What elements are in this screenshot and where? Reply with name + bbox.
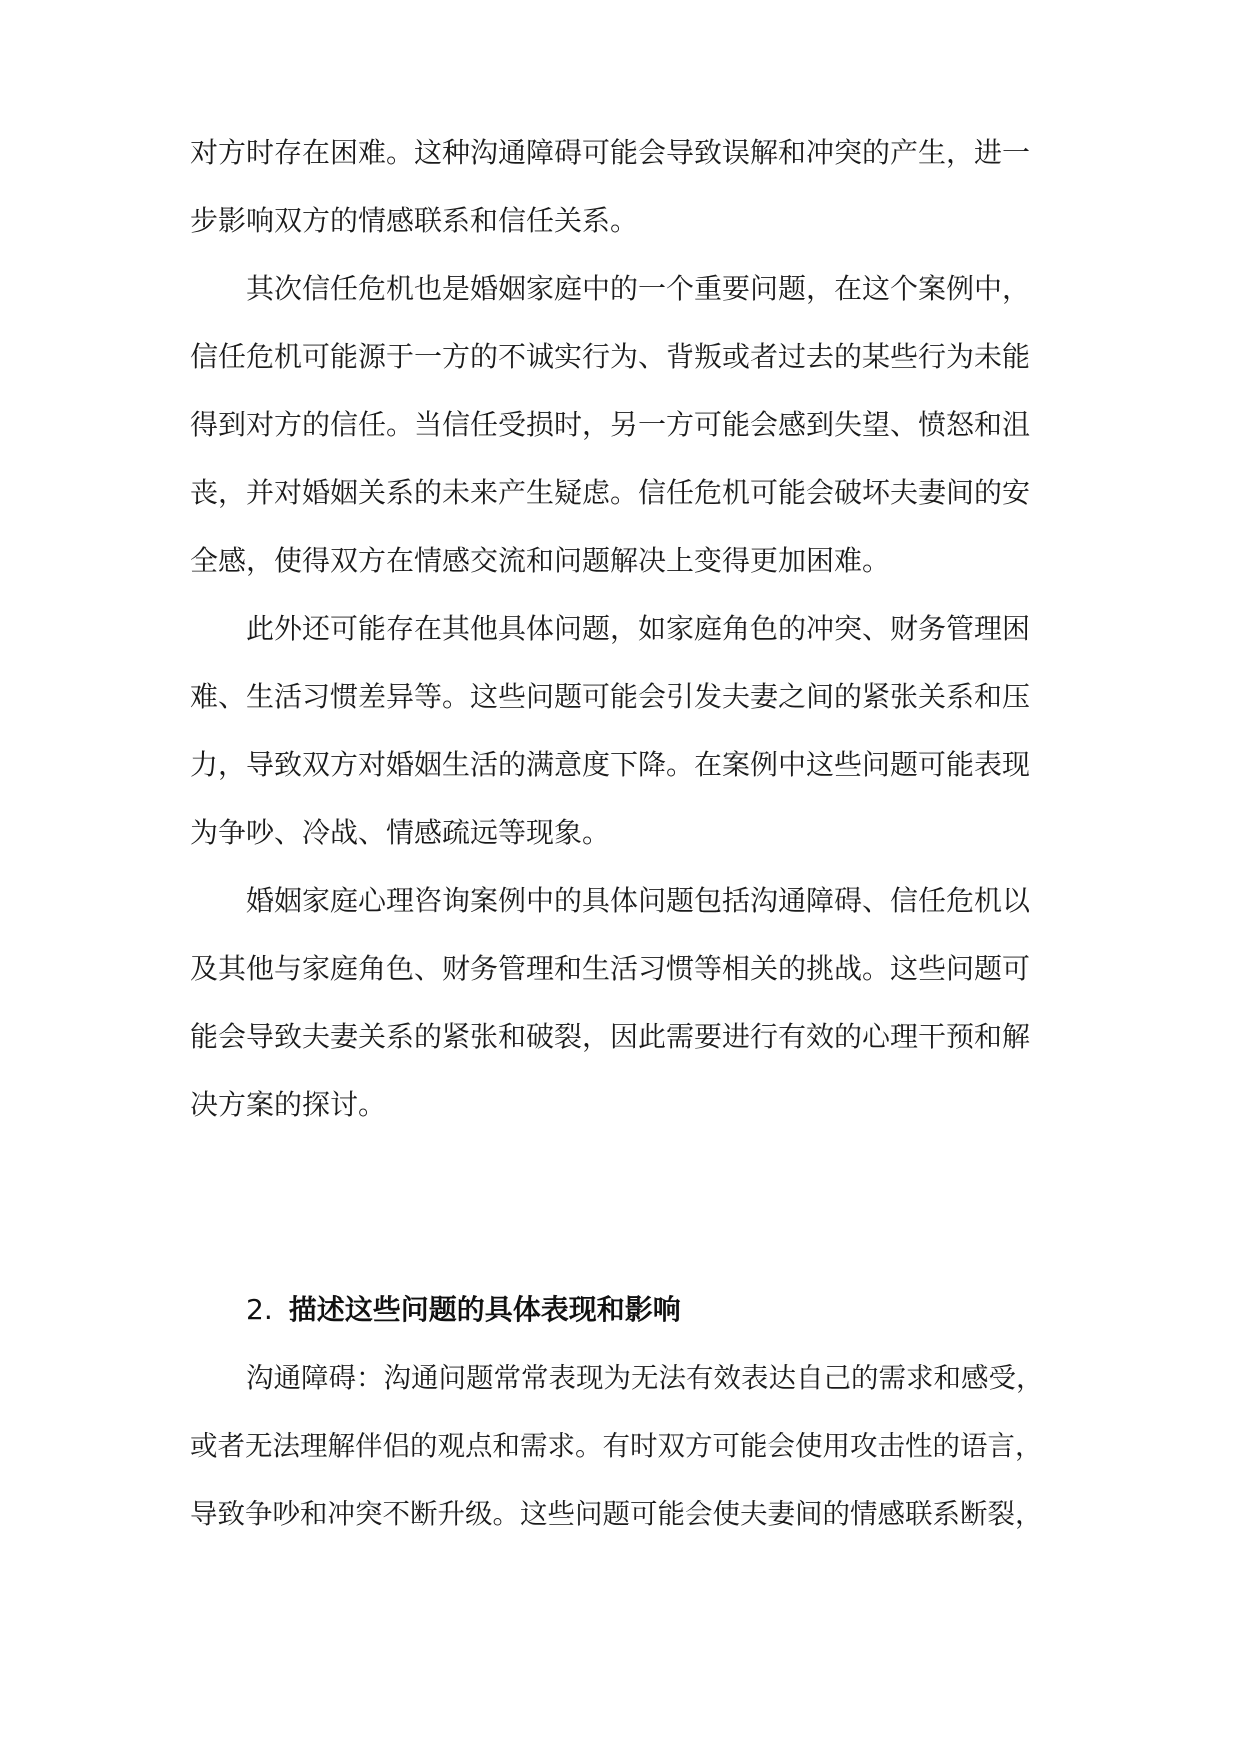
section-heading-title: 描述这些问题的具体表现和影响 xyxy=(288,1293,681,1326)
paragraph-4-line-4: 决方案的探讨。 xyxy=(190,1088,387,1121)
section-paragraph-line-1: 沟通障碍：沟通问题常常表现为无法有效表达自己的需求和感受， xyxy=(246,1362,1044,1394)
paragraph-4-line-1: 婚姻家庭心理咨询案例中的具体问题包括沟通障碍、信任危机以 xyxy=(246,884,1031,917)
section-heading xyxy=(246,1285,681,1335)
paragraph-4-line-3: 能会导致夫妻关系的紧张和破裂，因此需要进行有效的心理干预和解 xyxy=(190,1020,1031,1053)
paragraph-2-line-3: 得到对方的信任。当信任受损时，另一方可能会感到失望、愤怒和沮 xyxy=(190,408,1031,441)
paragraph-3-line-2: 难、生活习惯差异等。这些问题可能会引发夫妻之间的紧张关系和压 xyxy=(190,680,1031,713)
paragraph-3-line-3: 力，导致双方对婚姻生活的满意度下降。在案例中这些问题可能表现 xyxy=(190,748,1031,781)
paragraph-3-line-1: 此外还可能存在其他具体问题，如家庭角色的冲突、财务管理困 xyxy=(246,612,1031,645)
paragraph-3-line-4: 为争吵、冷战、情感疏远等现象。 xyxy=(190,816,611,849)
paragraph-4-line-2: 及其他与家庭角色、财务管理和生活习惯等相关的挑战。这些问题可 xyxy=(190,952,1031,985)
paragraph-1-line-2: 步影响双方的情感联系和信任关系。 xyxy=(190,204,639,237)
section-paragraph-line-3: 导致争吵和冲突不断升级。这些问题可能会使夫妻间的情感联系断裂， xyxy=(190,1498,1043,1530)
paragraph-2-line-4: 丧，并对婚姻关系的未来产生疑虑。信任危机可能会破坏夫妻间的安 xyxy=(190,476,1031,509)
section-paragraph-line-2: 或者无法理解伴侣的观点和需求。有时双方可能会使用攻击性的语言， xyxy=(190,1430,1043,1462)
paragraph-2-line-2: 信任危机可能源于一方的不诚实行为、背叛或者过去的某些行为未能 xyxy=(190,340,1031,373)
section-heading-number: 2. xyxy=(246,1293,273,1326)
paragraph-2-line-1: 其次信任危机也是婚姻家庭中的一个重要问题，在这个案例中， xyxy=(246,272,1031,305)
paragraph-2-line-5: 全感，使得双方在情感交流和问题解决上变得更加困难。 xyxy=(190,544,891,577)
paragraph-1-line-1: 对方时存在困难。这种沟通障碍可能会导致误解和冲突的产生，进一 xyxy=(190,136,1031,169)
